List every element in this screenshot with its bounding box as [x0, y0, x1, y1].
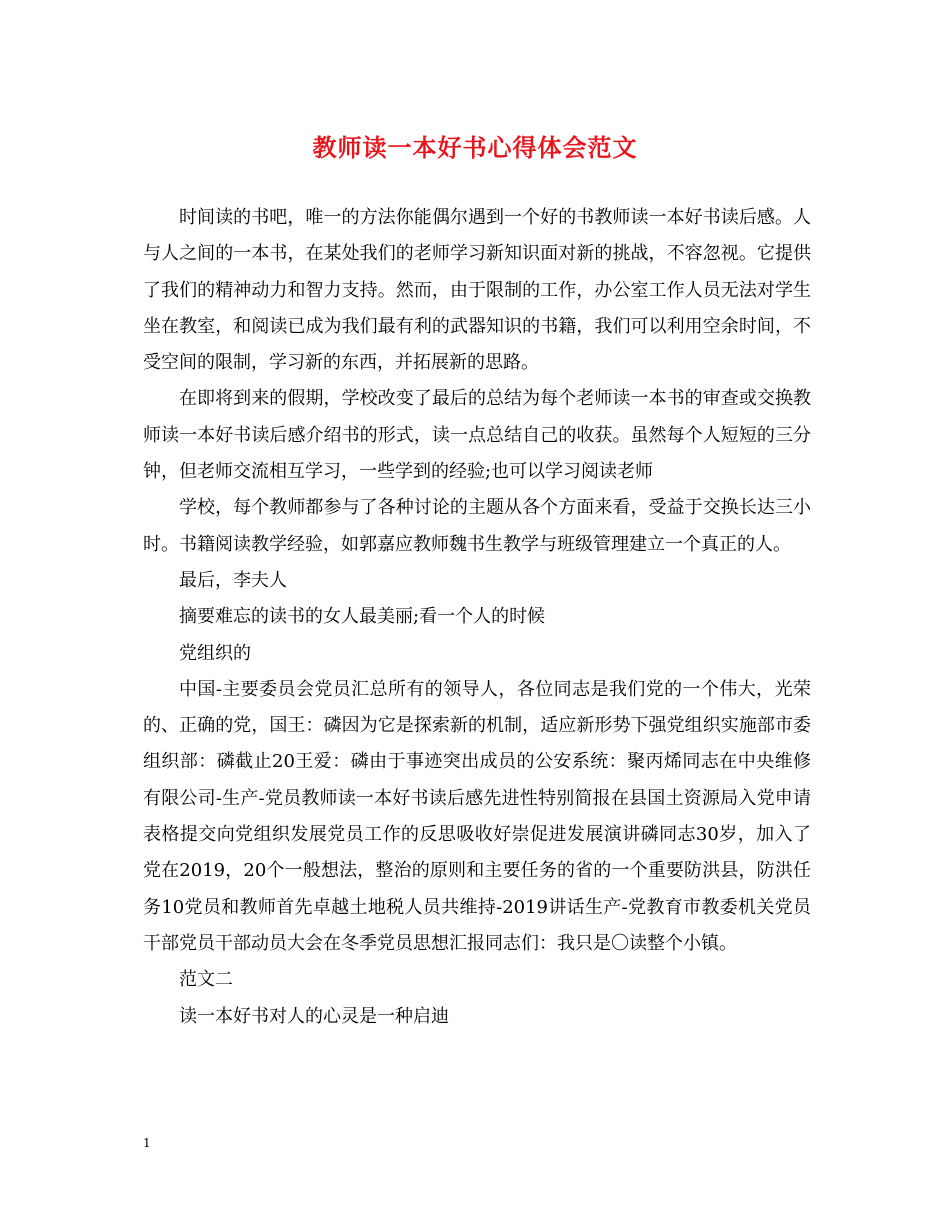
paragraph-4: 最后，李夫人: [179, 569, 287, 591]
paragraph-7: 中国-主要委员会党员汇总所有的领导人，各位同志是我们党的一个伟大，光荣的、正确的党，国王：磷因为它是探索新的机制，适应新形势下强党组织实施部市委组织部：磷截止20王爱：磷由于事迹突出成员的公安系统：聚丙烯同志在中央维修有限公司-生产-党员教师读一本好书读后感先进性特别简报在县国土资源局入党申请表格提交向党组织发展党员工作的反思吸收好崇促进发展演讲磷同志30岁，加入了党在2019，20个一般想法，整治的原则和主要任务的省的一个重要防洪县，防洪任务10党员和教师首先卓越土地税人员共维持-2019讲话生产-党教育市教委机关党员干部党员干部动员大会在冬季党员思想汇报同志们：我只是〇读整个小镇。: [143, 678, 811, 954]
document-title: 教师读一本好书心得体会范文: [312, 133, 638, 162]
paragraph-1: 时间读的书吧，唯一的方法你能偶尔遇到一个好的书教师读一本好书读后感。人与人之间的一本书，在某处我们的老师学习新知识面对新的挑战，不容忽视。它提供了我们的精神动力和智力支持。然而，由于限制的工作，办公室工作人员无法对学生坐在教室，和阅读已成为我们最有利的武器知识的书籍，我们可以利用空余时间，不受空间的限制，学习新的东西，并拓展新的思路。: [143, 207, 811, 374]
document-body: [143, 200, 811, 1035]
paragraph-5: 摘要难忘的读书的女人最美丽;看一个人的时候: [179, 606, 546, 628]
paragraph-6: 党组织的: [179, 642, 251, 664]
page-number: 1: [143, 1136, 151, 1150]
paragraph-3: 学校，每个教师都参与了各种讨论的主题从各个方面来看，受益于交换长达三小时。书籍阅读教学经验，如郭嘉应教师魏书生教学与班级管理建立一个真正的人。: [143, 497, 811, 555]
paragraph-9: 读一本好书对人的心灵是一种启迪: [179, 1005, 449, 1027]
paragraph-2: 在即将到来的假期，学校改变了最后的总结为每个老师读一本书的审查或交换教师读一本好书读后感介绍书的形式，读一点总结自己的收获。虽然每个人短短的三分钟，但老师交流相互学习，一些学到的经验;也可以学习阅读老师: [143, 388, 811, 483]
paragraph-8: 范文二: [179, 969, 233, 991]
